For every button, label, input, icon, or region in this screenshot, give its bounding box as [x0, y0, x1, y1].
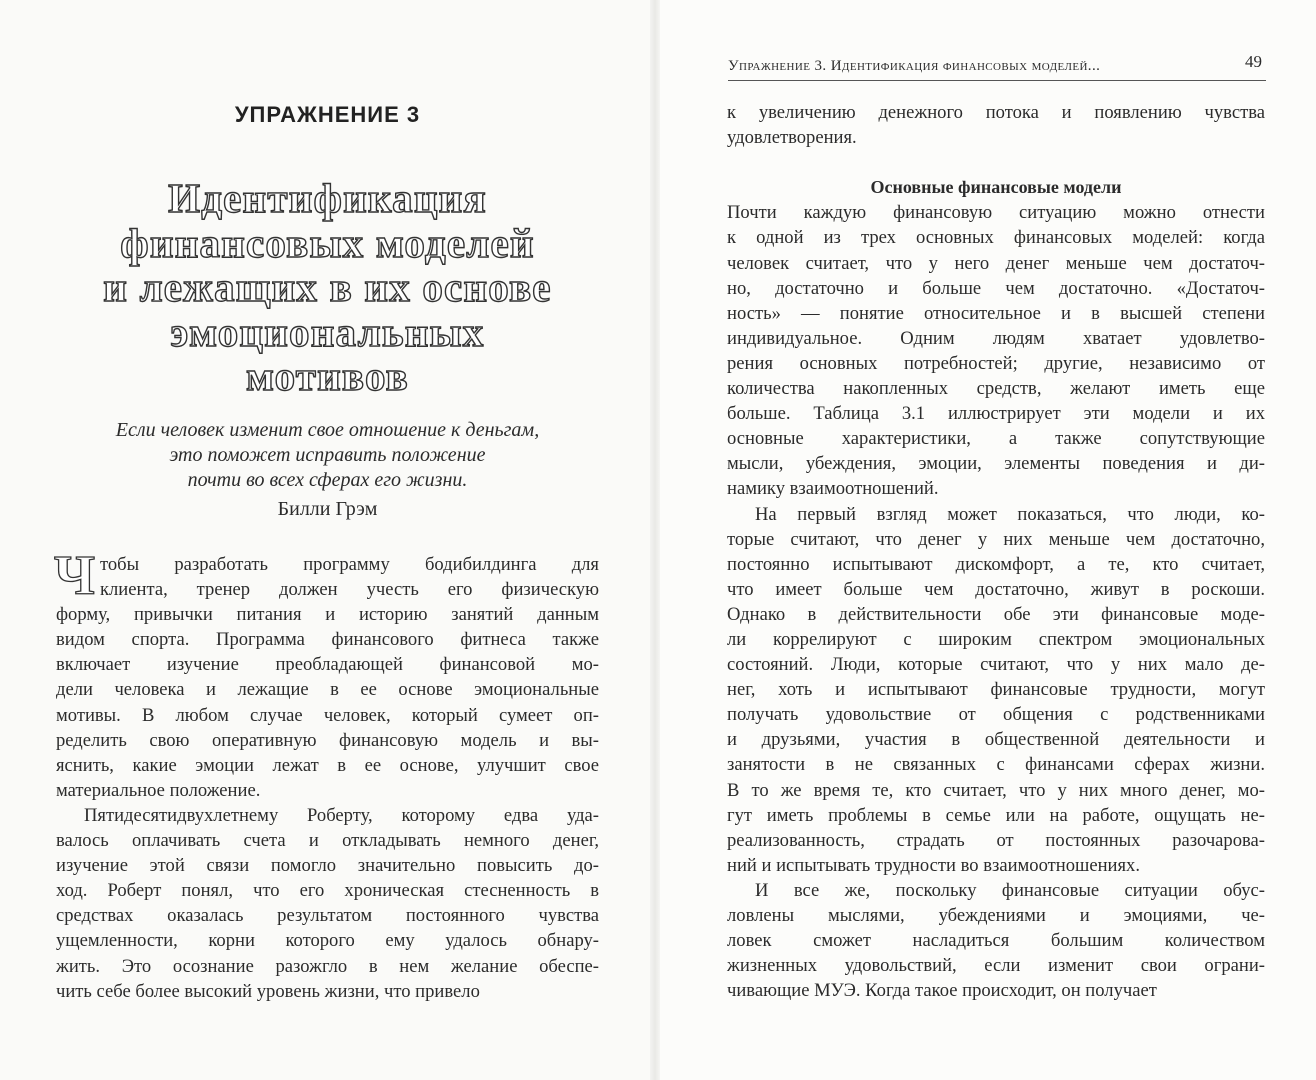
text-line: жизненных удовольствий, если изменит свои ограни-: [727, 955, 1265, 977]
text-line: гут иметь проблемы в семье или на работе, ощущать не-: [727, 804, 1265, 826]
running-head: [728, 52, 1266, 81]
epigraph-line: Если человек изменит свое отношение к деньгам,: [115, 419, 540, 441]
text-line: Пятидесятидвухлетнему Роберту, которому едва уда-: [84, 804, 599, 826]
text-line: количества накопленных средств, желают иметь еще: [727, 378, 1265, 400]
text-line: реализованность, страдать от постоянных разочарова-: [727, 829, 1265, 851]
left-body-text: [54, 545, 599, 1004]
text-line: ход. Роберт понял, что его хроническая стесненность в: [56, 880, 599, 902]
text-line: торые считают, что денег у них меньше чем достаточно,: [727, 528, 1265, 550]
text-line: И все же, поскольку финансовые ситуации обус-: [755, 879, 1265, 901]
text-line: состояний. Люди, которые считают, что у них мало де-: [727, 654, 1265, 676]
text-line: тобы разработать программу бодибилдинга для: [100, 554, 599, 575]
text-line: намику взаимоотношений.: [727, 478, 939, 500]
text-line: Однако в действительности обе эти финансовые моде-: [727, 603, 1265, 625]
title-line: и лежащих в их основе: [103, 264, 552, 310]
text-line: человек считает, что у него денег меньше чем достаточ-: [727, 252, 1265, 274]
book-gutter: [650, 0, 660, 1080]
text-line: но, достаточно и больше чем достаточно. «Достаточ-: [727, 277, 1265, 299]
section-heading: Основные финансовые модели: [870, 177, 1122, 198]
text-line: яснить, какие эмоции лежат в ее основе, улучшит свое: [56, 754, 599, 776]
text-line: нег, хоть и испытывают финансовые трудности, могут: [727, 679, 1265, 701]
title-line: финансовых моделей: [120, 219, 535, 266]
text-line: к одной из трех основных финансовых моделей: когда: [727, 227, 1265, 249]
text-line: Почти каждую финансовую ситуацию можно отнести: [727, 202, 1265, 224]
text-line: что имеет больше чем достаточно, живут в роскоши.: [727, 578, 1265, 600]
text-line: изучение этой связи помогло значительно повысить до-: [56, 855, 599, 877]
text-line: ний и испытывать трудности во взаимоотношениях.: [727, 854, 1140, 876]
text-line: мысли, убеждения, эмоции, элементы поведения и ди-: [727, 453, 1265, 475]
right-body-text: [727, 100, 1265, 1003]
text-line: индивидуальное. Одним людям хватает удовлетво-: [727, 327, 1265, 349]
title-line: Идентификация: [168, 175, 487, 221]
text-line: чить себе более высокий уровень жизни, что привело: [56, 980, 480, 1002]
drop-cap: Ч: [54, 545, 96, 607]
left-page: [0, 0, 655, 1080]
text-line: постоянно испытывают дискомфорт, а те, кто считает,: [727, 553, 1265, 575]
title-line: эмоциональных: [170, 308, 485, 355]
text-line: мотивы. В любом случае человек, который сумеет оп-: [56, 704, 599, 726]
page-number: 49: [1245, 52, 1262, 71]
text-line: видом спорта. Программа финансового фитнеса также: [56, 629, 599, 651]
text-line: форму, привычки питания и историю занятий данным: [56, 604, 599, 626]
text-line: включает изучение преобладающей финансовой мо-: [56, 654, 599, 676]
title-line: мотивов: [246, 353, 409, 399]
epigraph-line: почти во всех сферах его жизни.: [187, 469, 468, 491]
text-line: ущемленности, корни которого ему удалось обнару-: [56, 930, 599, 952]
text-line: ли коррелируют с широким спектром эмоциональных: [727, 628, 1265, 650]
running-head-title: Упражнение 3. Идентификация финансовых моделей...: [728, 58, 1101, 74]
text-line: материальное положение.: [56, 779, 261, 801]
text-line: дели человека и лежащие в ее основе эмоциональные: [56, 679, 599, 701]
text-line: к увеличению денежного потока и появлению чувства: [727, 102, 1265, 123]
text-line: основные характеристики, а также сопутствующие: [727, 428, 1265, 450]
text-line: На первый взгляд может показаться, что люди, ко-: [755, 503, 1265, 525]
epigraph: [40, 418, 615, 522]
text-line: ределить свою оперативную финансовую модель и вы-: [56, 729, 599, 751]
chapter-title: [0, 176, 655, 399]
text-line: больше. Таблица 3.1 иллюстрирует эти модели и их: [727, 403, 1265, 425]
epigraph-author: Билли Грэм: [277, 498, 378, 520]
text-line: занятости в не связанных с финансами сферах жизни.: [727, 754, 1265, 776]
text-line: и друзьями, участия в общественной деятельности и: [727, 729, 1265, 751]
text-line: удовлетворения.: [727, 127, 857, 149]
text-line: В то же время те, кто считает, что у них много денег, мо-: [727, 779, 1265, 801]
text-line: средствах оказалась результатом постоянного чувства: [56, 905, 599, 927]
text-line: получать удовольствие от общения с родственниками: [727, 704, 1265, 726]
text-line: ность» — понятие относительное и в высшей степени: [727, 302, 1265, 324]
exercise-label: УПРАЖНЕНИЕ 3: [234, 102, 421, 127]
epigraph-line: это поможет исправить положение: [169, 444, 486, 466]
text-line: рения основных потребностей; другие, независимо от: [727, 352, 1265, 374]
text-line: ловлены мыслями, убеждениями и эмоциями, че-: [727, 905, 1265, 926]
text-line: валось оплачивать счета и откладывать немного денег,: [56, 830, 599, 852]
text-line: ловек сможет насладиться большим количеством: [727, 930, 1265, 952]
text-line: чивающие МУЭ. Когда такое происходит, он получает: [727, 980, 1157, 1002]
text-line: клиента, тренер должен учесть его физическую: [100, 579, 599, 601]
text-line: жить. Это осознание разожгло в нем желание обеспе-: [56, 955, 599, 977]
